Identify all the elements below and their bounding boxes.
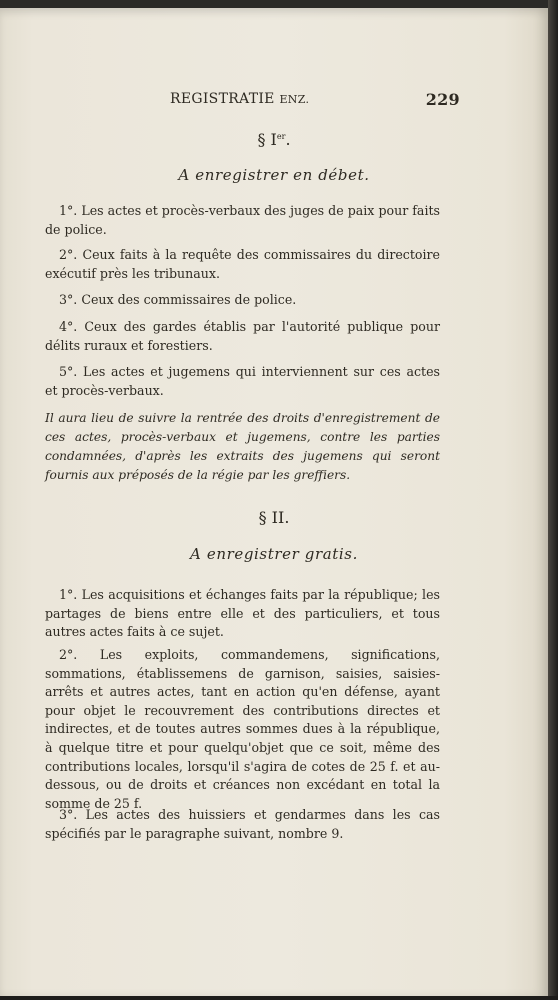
book-edge-bottom [0,996,558,1000]
section-1-item-1: 1°. Les actes et procès-verbaux des juges de paix pour faits de police. [45,203,440,237]
running-header [170,91,470,113]
section-1-item-5: 5°. Les actes et jugemens qui interviennent sur ces actes et procès-verbaux. [45,364,440,398]
section-2-item-3: 3°. Les actes des huissiers et gendarmes dans les cas spécifiés par le paragraphe suivant, nombre 9. [45,807,440,841]
section-1-item-2: 2°. Ceux faits à la requête des commissaires du directoire exécutif près les tribunaux. [45,247,440,281]
section-1-item-3: 3°. Ceux des commissaires de police. [59,292,297,307]
book-edge-right [548,0,558,1000]
section-2-title: § II. [258,508,290,527]
section-2-item-1: 1°. Les acquisitions et échanges faits par la république; les partages de biens entre elle et des particuliers, et tous autres actes faits à ce sujet. [45,587,440,640]
book-page [0,8,548,998]
section-1-title: § Ier. [257,130,291,149]
section-2-item-2: 2°. Les exploits, commandemens, significations, sommations, établissemens de garnison, saisies, saisies-arrêts et autres actes, tant en action qu'en défense, ayant pour objet le recouvrement des contributions directes et indirectes, et de toutes autres sommes dues à la république, à quelque titre et pour quelqu'objet que ce soit, même des contributions locales, lorsqu'il s'agira de cotes de 25 f. et au-dessous, ou de droits et créances non excédant en total la somme de 25 f. [45,647,440,811]
section-1-item-4: 4°. Ceux des gardes établis par l'autorité publique pour délits ruraux et forestiers. [45,319,440,353]
page-number: 229 [425,90,460,109]
section-1-heading: A enregistrer en débet. [178,166,370,184]
section-2-heading: A enregistrer gratis. [190,545,358,563]
section-1-note: Il aura lieu de suivre la rentrée des droits d'enregistrement de ces actes, procès-verbaux et jugemens, contre les parties condamnées, d'après les extraits des jugemens qui seront fournis aux préposés de la régie par les greffiers. [45,411,440,482]
running-title: REGISTRATIE ENZ. [170,91,310,107]
